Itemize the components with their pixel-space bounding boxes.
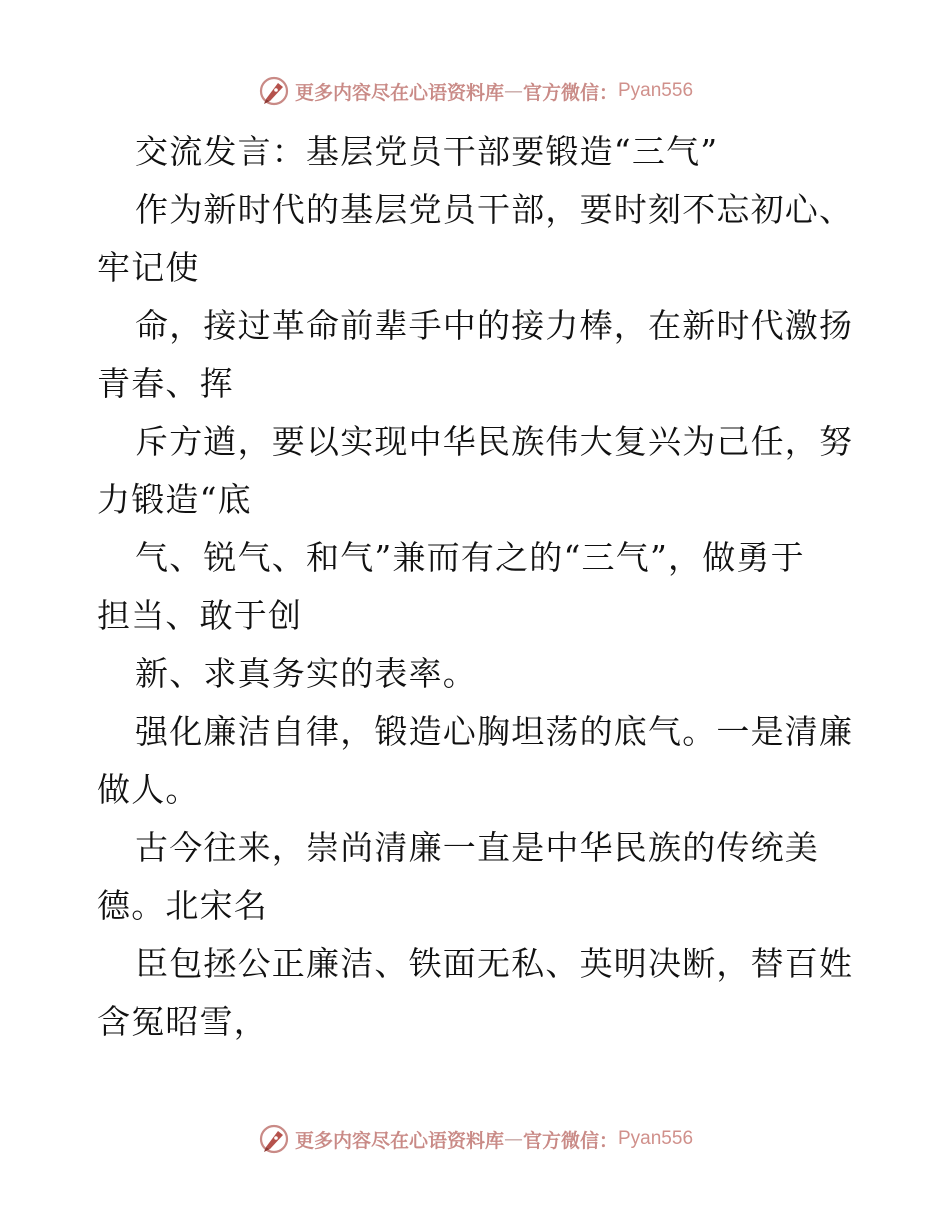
paragraph-line: 作为新时代的基层党员干部，要时刻不忘初心、: [135, 190, 854, 229]
watermark-wechat-label: 官方微信：: [522, 81, 618, 104]
paragraph-line: 新、求真务实的表率。: [135, 654, 477, 693]
paragraph-line: 青春、挥: [97, 364, 234, 403]
watermark-label: 更多内容尽在心语资料库: [294, 1129, 504, 1152]
paragraph-line: 古今往来，崇尚清廉一直是中华民族的传统美: [135, 828, 819, 867]
paragraph-line: 含冤昭雪，: [97, 1002, 268, 1041]
header-watermark: [0, 71, 950, 111]
paragraph-line: 强化廉洁自律，锻造心胸坦荡的底气。一是清廉: [135, 712, 854, 751]
paragraph-line: 斥方遒，要以实现中华民族伟大复兴为己任，努: [135, 422, 854, 461]
paragraph-line: 力锻造“底: [97, 480, 252, 519]
paragraph-line: 做人。: [97, 770, 200, 809]
document-body: [97, 123, 857, 1051]
paragraph-line: 臣包拯公正廉洁、铁面无私、英明决断，替百姓: [135, 944, 854, 983]
watermark-separator: —: [503, 1128, 523, 1150]
paragraph-line: 命，接过革命前辈手中的接力棒，在新时代激扬: [135, 306, 854, 345]
paragraph-line: 牢记使: [97, 248, 200, 287]
paragraph-line: 担当、敢于创: [97, 596, 303, 635]
paragraph-line: 德。北宋名: [97, 886, 268, 925]
paragraph-line: 气、锐气、和气”兼而有之的“三气”，做勇于: [135, 538, 805, 577]
pen-nib-logo-icon: [257, 74, 291, 108]
watermark-separator: —: [503, 80, 523, 102]
watermark-wechat-id: Pyan556: [618, 80, 694, 101]
watermark-label: 更多内容尽在心语资料库: [294, 81, 504, 104]
watermark-wechat-label: 官方微信：: [522, 1129, 618, 1152]
pen-nib-logo-icon: [257, 1122, 291, 1156]
footer-watermark: [0, 1119, 950, 1159]
watermark-wechat-id: Pyan556: [618, 1128, 694, 1149]
document-title: 交流发言：基层党员干部要锻造“三气”: [135, 132, 719, 171]
